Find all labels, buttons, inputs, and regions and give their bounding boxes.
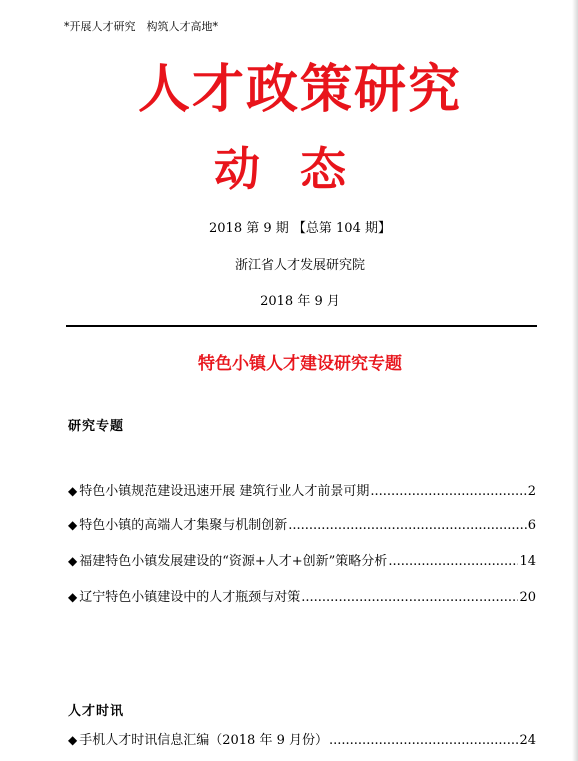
dot-leader [329, 733, 518, 748]
tagline: *开展人才研究 构筑人才高地* [64, 20, 218, 33]
toc-entry-page: 2 [527, 484, 536, 499]
toc-entry-title: 特色小镇的高端人才集聚与机制创新 [79, 518, 288, 533]
diamond-bullet-icon: ◆ [68, 484, 78, 498]
diamond-bullet-icon: ◆ [68, 733, 78, 747]
section-heading-research: 研究专题 [68, 419, 125, 434]
diamond-bullet-icon: ◆ [68, 518, 78, 532]
toc-entry-page: 14 [519, 554, 536, 569]
toc-entry[interactable] [68, 514, 536, 532]
toc-entry[interactable] [68, 480, 536, 498]
dot-leader [388, 554, 518, 569]
toc-entry-page: 20 [519, 590, 536, 605]
issue-number: 2018 第 9 期 【总第 104 期】 [209, 221, 391, 236]
toc-entry[interactable] [68, 729, 536, 747]
diamond-bullet-icon: ◆ [68, 554, 78, 568]
toc-entry[interactable] [68, 586, 536, 604]
toc-entry-title: 福建特色小镇发展建设的“资源+人才+创新”策略分析 [79, 554, 388, 569]
organization-name: 浙江省人才发展研究院 [234, 258, 365, 273]
toc-entry-page: 24 [519, 733, 536, 748]
toc-entry[interactable] [68, 550, 536, 568]
toc-entry-title: 特色小镇规范建设迅速开展 建筑行业人才前景可期 [79, 484, 370, 499]
publication-date: 2018 年 9 月 [260, 294, 340, 309]
section-heading-news: 人才时讯 [68, 704, 125, 719]
diamond-bullet-icon: ◆ [68, 590, 78, 604]
dot-leader [288, 518, 526, 533]
dot-leader [370, 484, 526, 499]
header-divider [66, 325, 537, 327]
dot-leader [301, 590, 518, 605]
toc-entry-title: 手机人才时讯信息汇编（2018 年 9 月份） [79, 733, 328, 748]
toc-entry-page: 6 [527, 518, 536, 533]
toc-entry-title: 辽宁特色小镇建设中的人才瓶颈与对策 [79, 590, 301, 605]
publication-title: 人才政策研究 [137, 59, 462, 120]
issue-subject: 特色小镇人才建设研究专题 [198, 354, 402, 374]
publication-title-line2: 动态 [214, 142, 386, 196]
